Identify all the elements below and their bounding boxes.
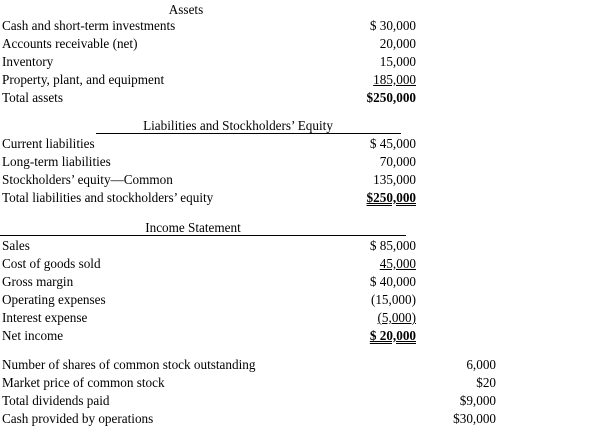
liabilities-row-value: 70,000 [379,154,416,169]
income-cogs-value: 45,000 [379,256,416,271]
liabilities-heading: Liabilities and Stockholders’ Equity [143,118,333,133]
assets-row-value: 20,000 [379,36,416,51]
assets-total-label: Total assets [2,90,63,105]
liabilities-total-value [336,189,416,206]
other-row-value: $30,000 [453,411,496,426]
income-total-value [336,327,416,344]
income-row-value: (15,000) [370,292,416,307]
other-row-value: $9,000 [459,393,496,408]
income-row-value [336,309,416,326]
assets-row-value: 15,000 [379,54,416,69]
other-row-label: Market price of common stock [2,375,165,390]
liabilities-row-value: 135,000 [373,172,416,187]
liabilities-row-value: $ 45,000 [369,136,416,151]
income-row-value: $ 85,000 [369,238,416,253]
income-row-value: $ 40,000 [369,274,416,289]
assets-ppe-value: 185,000 [373,72,416,87]
liabilities-total-label: Total liabilities and stockholders’ equity [2,190,214,205]
assets-row-label: Cash and short-term investments [2,18,176,33]
assets-row-label: Accounts receivable (net) [2,36,138,51]
other-row-label: Cash provided by operations [2,411,154,426]
income-row-label: Interest expense [2,310,88,325]
assets-heading: Assets [168,2,204,17]
other-row-label: Number of shares of common stock outstanding [2,357,256,372]
income-interest-value: (5,000) [377,310,416,325]
assets-total-value: $250,000 [366,90,416,105]
assets-row-label: Inventory [2,54,54,69]
income-row-label: Cost of goods sold [2,256,101,271]
assets-row-value: $ 30,000 [369,18,416,33]
income-row-label: Operating expenses [2,292,106,307]
other-row-value: $20 [476,375,496,390]
income-heading: Income Statement [145,220,241,235]
income-row-label: Sales [2,238,30,253]
liabilities-row-label: Stockholders’ equity—Common [2,172,173,187]
liabilities-row-label: Long-term liabilities [2,154,111,169]
assets-row-value [336,71,416,88]
income-row-label: Gross margin [2,274,74,289]
other-row-label: Total dividends paid [2,393,110,408]
liabilities-total-amount: $250,000 [366,190,416,205]
income-row-value [336,255,416,272]
other-row-value: 6,000 [466,357,496,372]
assets-row-label: Property, plant, and equipment [2,72,165,87]
liabilities-row-label: Current liabilities [2,136,95,151]
income-net-amount: $ 20,000 [369,328,416,343]
income-total-label: Net income [2,328,64,343]
